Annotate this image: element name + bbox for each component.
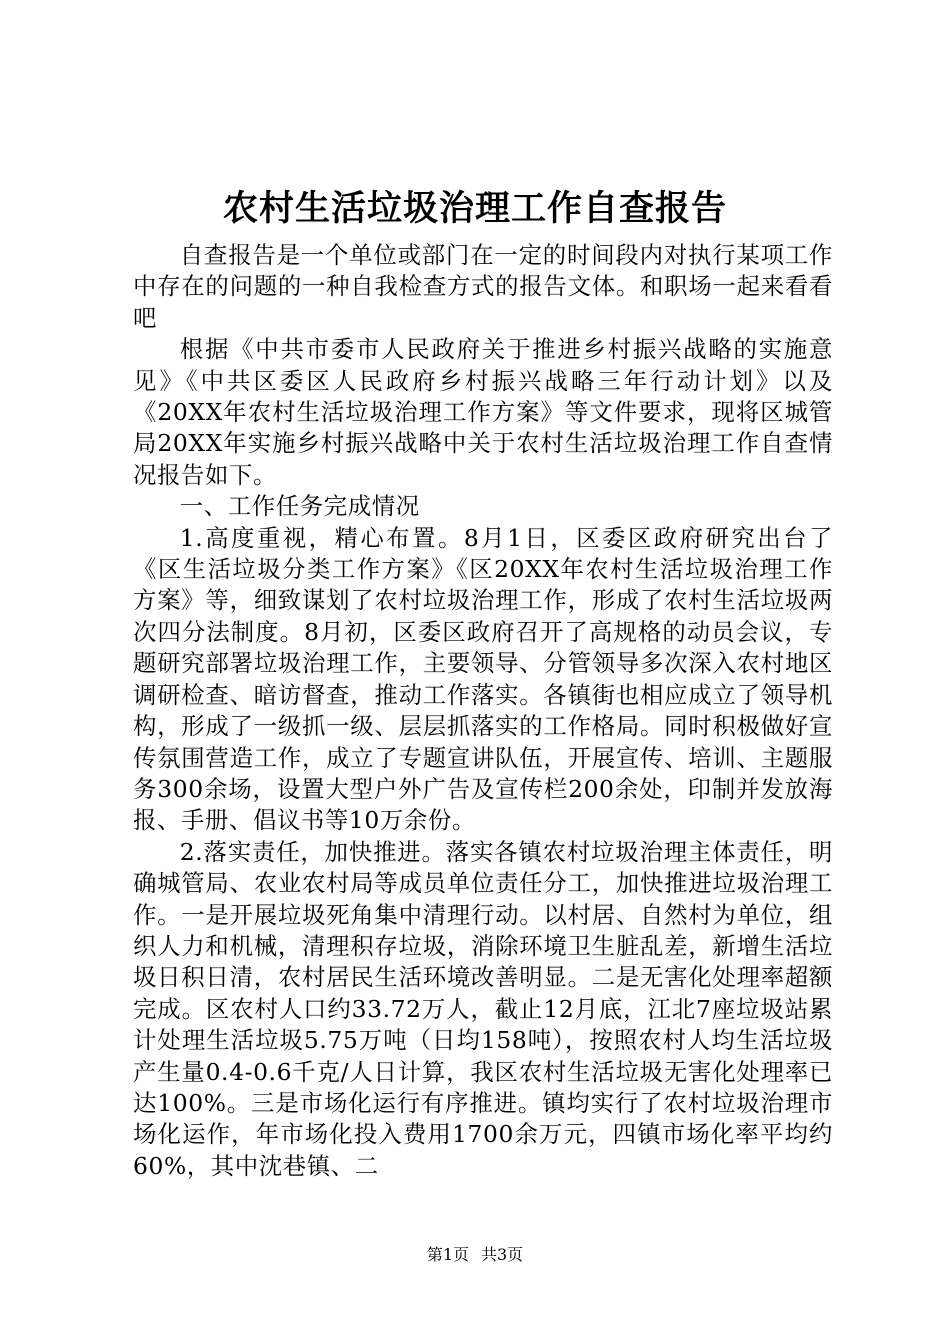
page-footer [0,1244,950,1266]
page-total: 共3页 [481,1245,524,1264]
section-heading-1: 一、工作任务完成情况 [179,492,420,521]
paragraph-item-2: 2.落实责任，加快推进。落实各镇农村垃圾治理主体责任，明确城管局、农业农村局等成员单位责任分工，加快推进垃圾治理工作。一是开展垃圾死角集中清理行动。以村居、自然村为单位，组织人力和机械，清理积存垃圾，消除环境卫生脏乱差，新增生活垃圾日积日清，农村居民生活环境改善明显。二是无害化处理率超额完成。区农村人口约33.72万人，截止12月底，江北7座垃圾站累计处理生活垃圾5.75万吨（日均158吨），按照农村人均生活垃圾产生量0.4-0.6千克/人日计算，我区农村生活垃圾无害化处理率已达100%。三是市场化运行有序推进。镇均实行了农村垃圾治理市场化运作，年市场化投入费用1700余万元，四镇市场化率平均约60%，其中沈巷镇、二 [133,837,833,1180]
document-title: 农村生活垃圾治理工作自查报告 [222,188,727,229]
paragraph-item-1: 1.高度重视，精心布置。8月1日，区委区政府研究出台了《区生活垃圾分类工作方案》《区20XX年农村生活垃圾治理工作方案》等，细致谋划了农村垃圾治理工作，形成了农村生活垃圾两次四分法制度。8月初，区委区政府召开了高规格的动员会议，专题研究部署垃圾治理工作，主要领导、分管领导多次深入农村地区调研检查、暗访督查，推动工作落实。各镇街也相应成立了领导机构，形成了一级抓一级、层层抓落实的工作格局。同时积极做好宣传氛围营造工作，成立了专题宣讲队伍，开展宣传、培训、主题服务300余场，设置大型户外广告及宣传栏200余处，印制并发放海报、手册、倡议书等10万余份。 [133,523,833,835]
paragraph-basis: 根据《中共市委市人民政府关于推进乡村振兴战略的实施意见》《中共区委区人民政府乡村振兴战略三年行动计划》以及《20XX年农村生活垃圾治理工作方案》等文件要求，现将区城管局20XX年实施乡村振兴战略中关于农村生活垃圾治理工作自查情况报告如下。 [133,335,833,489]
paragraph-intro: 自查报告是一个单位或部门在一定的时间段内对执行某项工作中存在的问题的一种自我检查方式的报告文体。和职场一起来看看吧 [133,241,833,332]
page-number: 第1页 [426,1245,469,1264]
document-body [133,240,833,1182]
